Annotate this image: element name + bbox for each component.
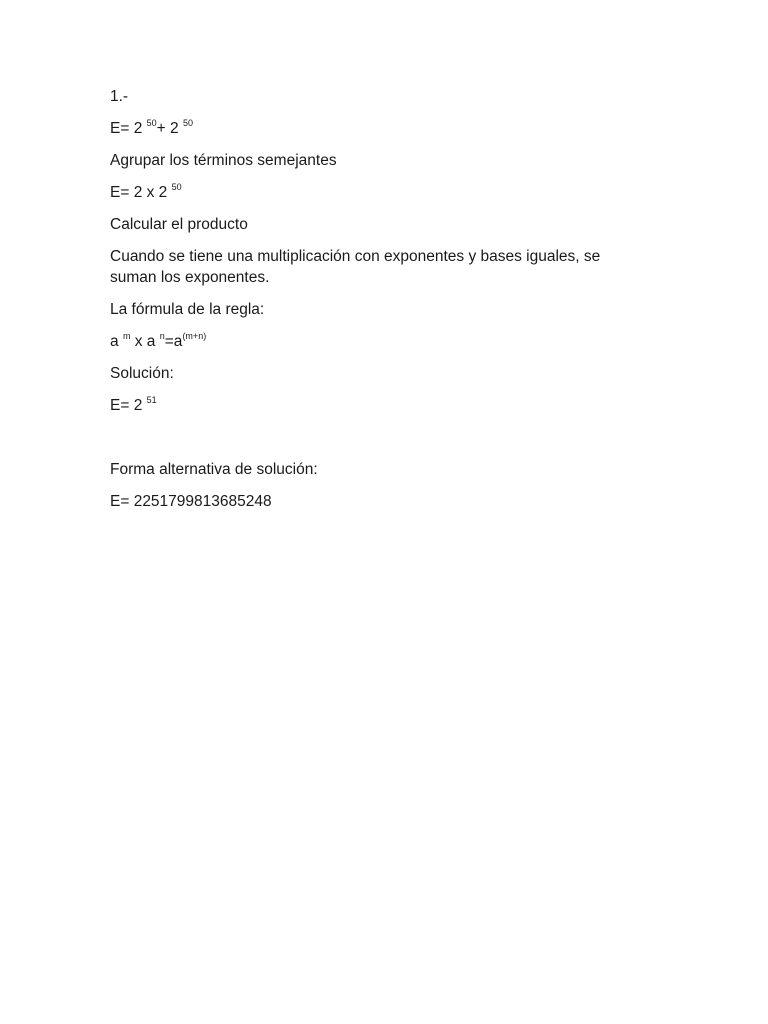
exponent-1: 50 <box>146 118 157 128</box>
exponent-2: 50 <box>182 118 193 128</box>
rule-label: La fórmula de la regla: <box>110 301 265 318</box>
solution-exponent: 51 <box>146 395 157 405</box>
alt-solution-label: Forma alternativa de solución: <box>110 461 318 478</box>
solution-label: Solución: <box>110 365 174 382</box>
grouped-expression <box>110 182 650 203</box>
grouped-lhs: E= 2 x 2 <box>110 184 172 201</box>
formula-exp-n: n <box>159 331 165 341</box>
rule-explanation: Cuando se tiene una multiplicación con exponentes y bases iguales, se suman los exponentes. <box>110 248 601 286</box>
initial-expression <box>110 118 650 139</box>
formula-mid: x a <box>130 333 160 350</box>
alt-solution-value: E= 2251799813685248 <box>110 493 272 510</box>
solution-expression <box>110 395 650 416</box>
step-number: 1.- <box>110 88 129 105</box>
formula-base: a <box>110 333 123 350</box>
solution-lhs: E= 2 <box>110 397 147 414</box>
formula-exp-m: m <box>122 331 131 341</box>
expression-plus: + 2 <box>156 120 183 137</box>
product-instruction: Calcular el producto <box>110 216 248 233</box>
group-instruction: Agrupar los términos semejantes <box>110 152 337 169</box>
formula-exp-mn: (m+n) <box>182 331 207 341</box>
blank-line <box>110 427 650 448</box>
rule-formula <box>110 331 650 352</box>
grouped-exponent: 50 <box>171 182 182 192</box>
document-body <box>110 86 650 523</box>
formula-eq: =a <box>164 333 183 350</box>
expression-lhs: E= 2 <box>110 120 147 137</box>
